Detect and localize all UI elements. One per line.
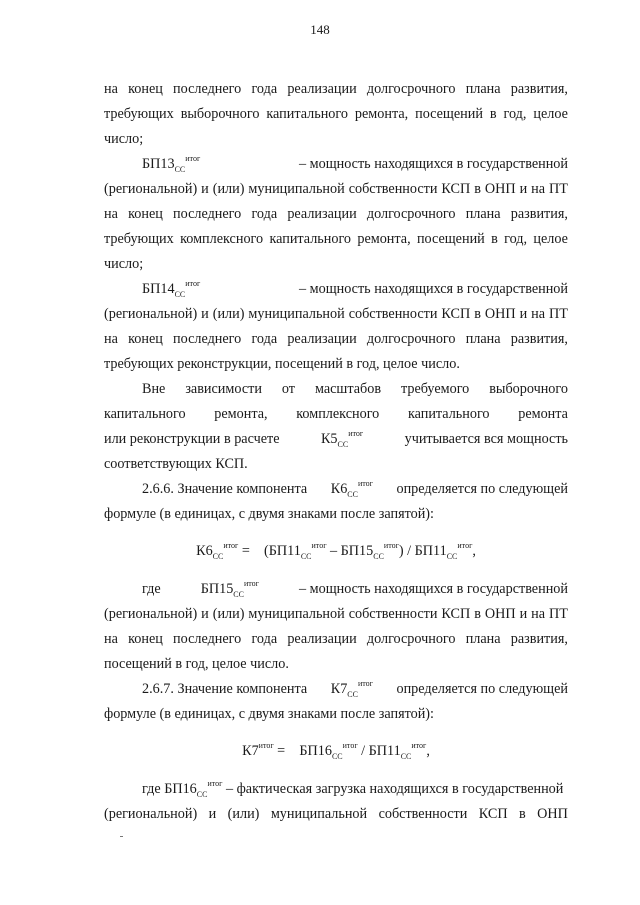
word: долгосрочного bbox=[366, 331, 456, 347]
word: (региональной) bbox=[104, 806, 198, 822]
word: реализации bbox=[287, 206, 357, 222]
word: ОНП bbox=[484, 606, 516, 622]
word: ОНП bbox=[484, 181, 516, 197]
text-line: число; bbox=[104, 131, 144, 147]
text-line bbox=[104, 105, 568, 123]
text-line bbox=[104, 605, 568, 623]
word: плана bbox=[465, 81, 501, 97]
word: долгосрочного bbox=[366, 631, 456, 647]
word: выборочного bbox=[489, 381, 568, 397]
word: (региональной) bbox=[104, 606, 198, 622]
word: на bbox=[104, 81, 118, 97]
word: на bbox=[104, 331, 118, 347]
text-line bbox=[104, 180, 568, 198]
definition-bp13: $БП13_{СС}^{итог}$ – мощность находящихся в государственной bbox=[142, 154, 568, 174]
word: последнего bbox=[173, 331, 242, 347]
word: в bbox=[489, 106, 497, 122]
word: в bbox=[474, 306, 481, 322]
section-2-6-6-heading: 2.6.6. Значение компонента $К6_{СС}^{итог}$ определяется по следующей bbox=[142, 479, 568, 499]
word: плана bbox=[465, 331, 501, 347]
text-line bbox=[142, 380, 568, 398]
word: комплексного bbox=[296, 406, 380, 422]
word: ремонта, bbox=[357, 231, 411, 247]
text-line bbox=[104, 205, 568, 223]
word: ПТ bbox=[549, 606, 568, 622]
word: развития, bbox=[510, 631, 568, 647]
word: (или) bbox=[212, 181, 245, 197]
text-line bbox=[104, 405, 568, 423]
word: капитального bbox=[266, 106, 348, 122]
word: и bbox=[201, 306, 209, 322]
text-line: формуле (в единицах, с двумя знаками после запятой): bbox=[104, 706, 434, 722]
word: последнего bbox=[173, 631, 242, 647]
text-line: посещений в год, целое число. bbox=[104, 656, 289, 672]
formula-k7: $К7^{итог}$ = $БП16_{СС}^{итог} / БП11_{СС}^{итог}$, bbox=[242, 741, 430, 761]
word: ПТ bbox=[549, 181, 568, 197]
text-line: соответствующих КСП. bbox=[104, 456, 248, 472]
word: целое bbox=[533, 231, 568, 247]
definition-bp15: где $БП15_{СС}^{итог}$ – мощность находящихся в государственной bbox=[142, 579, 568, 599]
symbol-bp16: $БП16_{СС}^{итог}$ bbox=[164, 779, 223, 799]
word: на bbox=[531, 606, 546, 622]
definition-bp16: где $БП16_{СС}^{итог}$ – фактическая загрузка находящихся в государственной bbox=[142, 779, 564, 799]
word: собственности bbox=[348, 606, 438, 622]
word: конец bbox=[128, 331, 163, 347]
word: года bbox=[251, 81, 278, 97]
word: год, bbox=[503, 106, 527, 122]
symbol-k7: $К7_{СС}^{итог}$ bbox=[330, 679, 373, 699]
symbol-bp14: $БП14_{СС}^{итог}$ bbox=[142, 279, 201, 299]
word: собственности bbox=[348, 306, 438, 322]
word: долгосрочного bbox=[366, 206, 456, 222]
word: ремонта, bbox=[214, 406, 268, 422]
word: и bbox=[519, 181, 528, 197]
word: посещений bbox=[416, 231, 485, 247]
word: муниципальной bbox=[248, 606, 345, 622]
word: капитального bbox=[104, 406, 186, 422]
word: (или) bbox=[212, 306, 245, 322]
word: на bbox=[104, 631, 118, 647]
word: реализации bbox=[287, 631, 357, 647]
word: последнего bbox=[173, 81, 242, 97]
word: в bbox=[491, 231, 498, 247]
word: ремонта bbox=[518, 406, 568, 422]
word: конец bbox=[128, 206, 163, 222]
word: на bbox=[531, 181, 546, 197]
word: ОНП bbox=[484, 306, 516, 322]
symbol-bp13: $БП13_{СС}^{итог}$ bbox=[142, 154, 201, 174]
word: выборочного bbox=[180, 106, 260, 122]
word: на bbox=[104, 206, 118, 222]
word: ремонта, bbox=[354, 106, 409, 122]
text-line: требующих реконструкции, посещений в год, целое число. bbox=[104, 356, 460, 372]
word: капитального bbox=[269, 231, 352, 247]
word: ОНП bbox=[537, 806, 568, 822]
word: Вне bbox=[142, 381, 166, 397]
text-line bbox=[104, 80, 568, 98]
word: (региональной) bbox=[104, 181, 198, 197]
text-line bbox=[104, 630, 568, 648]
word: развития, bbox=[510, 206, 568, 222]
word: посещений bbox=[415, 106, 483, 122]
word: целое bbox=[533, 106, 568, 122]
word: и bbox=[208, 806, 217, 822]
word: КСП bbox=[441, 181, 471, 197]
word: и bbox=[201, 181, 209, 197]
word: в bbox=[519, 806, 526, 822]
section-2-6-7-heading: 2.6.7. Значение компонента $К7_{СС}^{итог}$ определяется по следующей bbox=[142, 679, 568, 699]
page-number: 148 bbox=[310, 22, 330, 37]
word: плана bbox=[465, 206, 501, 222]
word: последнего bbox=[173, 206, 242, 222]
symbol-bp15: $БП15_{СС}^{итог}$ bbox=[200, 579, 259, 599]
word: и bbox=[519, 306, 528, 322]
word: в bbox=[474, 606, 481, 622]
text-line bbox=[104, 805, 568, 823]
word: (или) bbox=[212, 606, 245, 622]
text-line: число; bbox=[104, 256, 144, 272]
formula-k6: $К6_{СС}^{итог}$ = $(БП11_{СС}^{итог} - БП15_{СС}^{итог}) / БП11_{СС}^{итог}$, bbox=[196, 541, 476, 561]
word: года bbox=[251, 631, 278, 647]
scan-artifact bbox=[120, 836, 123, 837]
word: муниципальной bbox=[248, 306, 345, 322]
word: долгосрочного bbox=[366, 81, 456, 97]
word: плана bbox=[465, 631, 501, 647]
word: конец bbox=[128, 81, 163, 97]
word: КСП bbox=[441, 606, 471, 622]
text-line bbox=[104, 230, 568, 248]
word: и bbox=[519, 606, 528, 622]
word: год, bbox=[504, 231, 528, 247]
word: муниципальной bbox=[270, 806, 368, 822]
word: требующих bbox=[104, 231, 174, 247]
word: от bbox=[281, 381, 295, 397]
word: (или) bbox=[227, 806, 260, 822]
symbol-k5: $К5_{СС}^{итог}$ bbox=[320, 429, 364, 449]
word: реализации bbox=[287, 331, 357, 347]
definition-bp14: $БП14_{СС}^{итог}$ – мощность находящихся в государственной bbox=[142, 279, 568, 299]
text-line bbox=[104, 330, 568, 348]
word: развития, bbox=[510, 81, 568, 97]
word: зависимости bbox=[185, 381, 262, 397]
word: комплексного bbox=[180, 231, 264, 247]
word: в bbox=[474, 181, 481, 197]
word: года bbox=[251, 206, 278, 222]
word: на bbox=[531, 306, 546, 322]
word: КСП bbox=[478, 806, 508, 822]
word: требующих bbox=[104, 106, 174, 122]
symbol-k6: $К6_{СС}^{итог}$ bbox=[330, 479, 373, 499]
word: муниципальной bbox=[248, 181, 345, 197]
word: (региональной) bbox=[104, 306, 198, 322]
word: собственности bbox=[378, 806, 468, 822]
word: и bbox=[201, 606, 209, 622]
text-line bbox=[104, 305, 568, 323]
word: развития, bbox=[510, 331, 568, 347]
word: КСП bbox=[441, 306, 471, 322]
word: реализации bbox=[287, 81, 357, 97]
text-line: формуле (в единицах, с двумя знаками после запятой): bbox=[104, 506, 434, 522]
word: масштабов bbox=[314, 381, 382, 397]
word: требуемого bbox=[400, 381, 470, 397]
word: конец bbox=[128, 631, 163, 647]
word: ПТ bbox=[549, 306, 568, 322]
word: собственности bbox=[348, 181, 438, 197]
word: капитального bbox=[407, 406, 490, 422]
word: года bbox=[251, 331, 278, 347]
text-line: или реконструкции в расчете $К5_{СС}^{итог}$ учитывается вся мощность bbox=[104, 429, 568, 449]
